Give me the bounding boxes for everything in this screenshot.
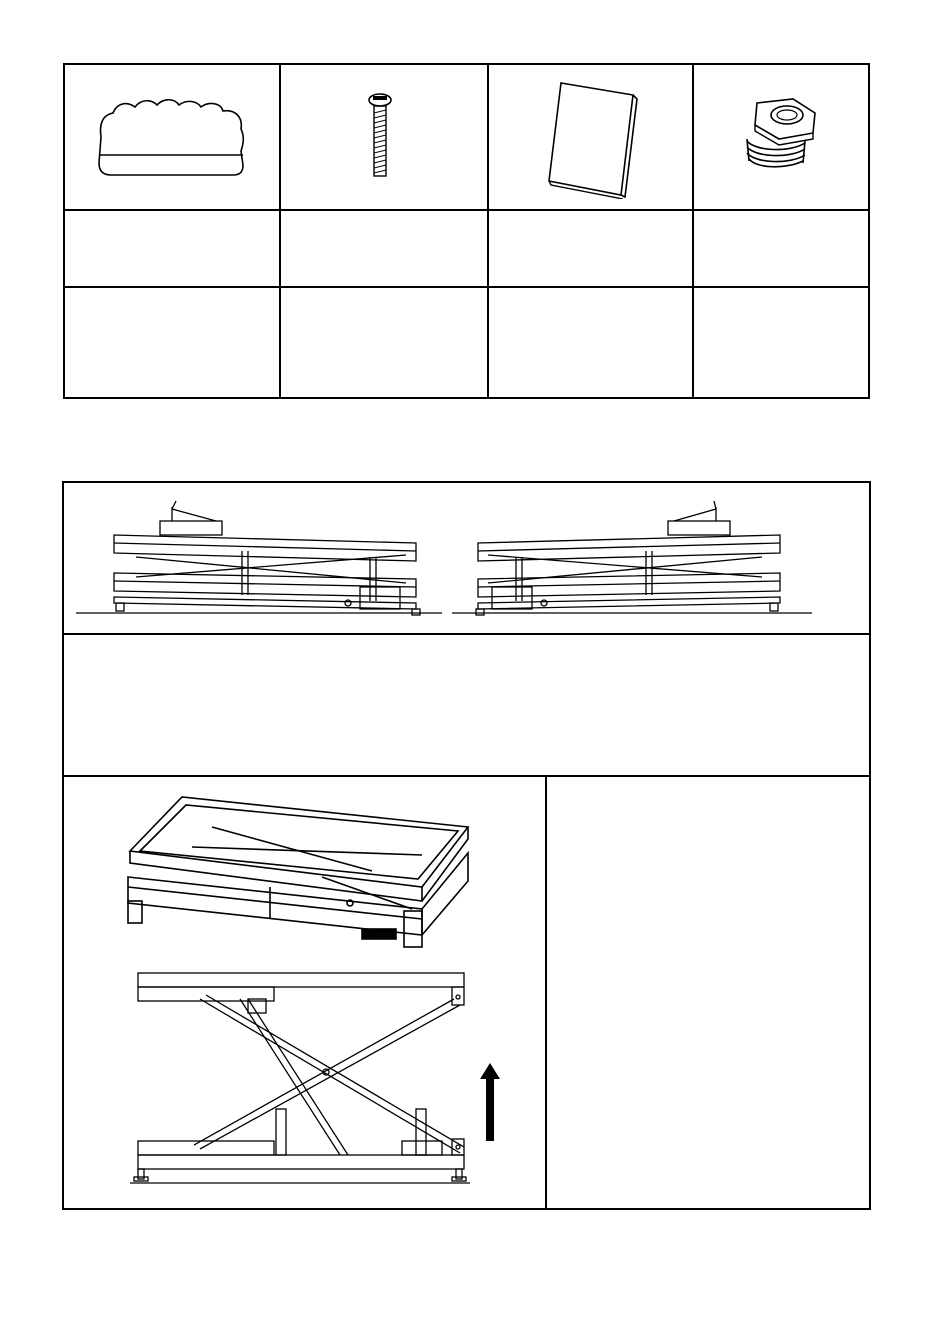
table-tilt-left-diagram [76,491,446,621]
cushion-pad-icon [93,93,253,183]
table-tilt-right-diagram [452,491,822,621]
screw-bolt-icon [363,91,397,183]
scissor-lift-side-diagram [130,969,470,1189]
assembly-step-panel [62,481,871,1211]
hex-nut-fitting-icon [735,93,825,173]
manual-booklet-icon [543,75,643,199]
up-arrow-icon [480,1063,500,1141]
parts-table [63,63,870,399]
scissor-frame-isometric-diagram [122,791,482,951]
